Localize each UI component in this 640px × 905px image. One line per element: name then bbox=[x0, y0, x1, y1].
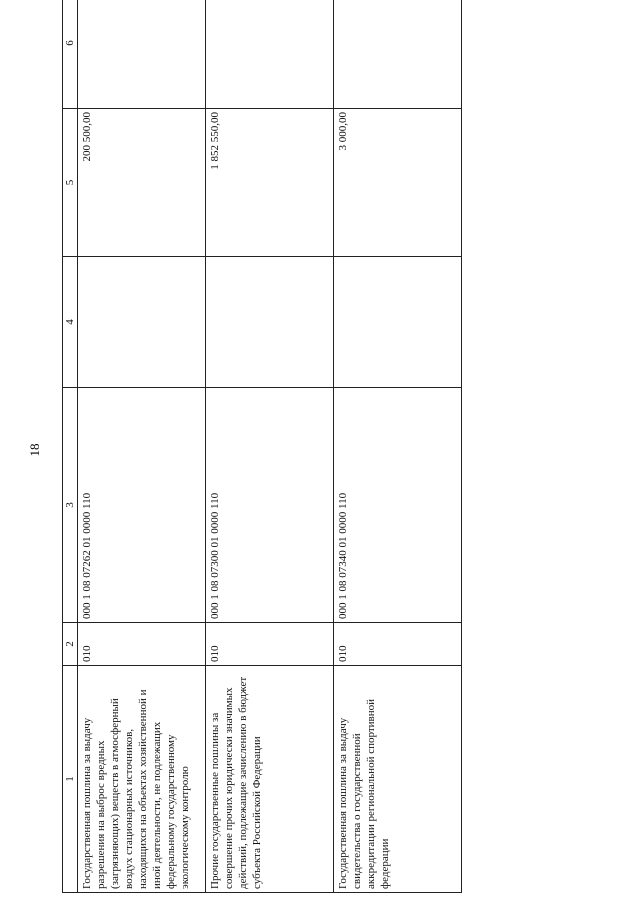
row-col-6 bbox=[206, 0, 334, 109]
row-col-4 bbox=[334, 257, 462, 388]
row-name: Государственная пошлина за выдачу свидетельства о государственной аккредитации региональной спортивной федерации bbox=[334, 666, 462, 893]
row-code: 010 bbox=[206, 623, 334, 666]
row-kbk: 000 1 08 07340 01 0000 110 bbox=[334, 388, 462, 623]
header-col-2: 2 bbox=[63, 623, 78, 666]
row-col-6 bbox=[334, 0, 462, 109]
table-row bbox=[78, 0, 206, 893]
header-col-3: 3 bbox=[63, 388, 78, 623]
header-col-4: 4 bbox=[63, 257, 78, 388]
row-amount: 1 852 550,00 bbox=[206, 109, 334, 257]
row-amount: 200 500,00 bbox=[78, 109, 206, 257]
row-kbk: 000 1 08 07300 01 0000 110 bbox=[206, 388, 334, 623]
header-col-1: 1 bbox=[63, 666, 78, 893]
header-col-6: 6 bbox=[63, 0, 78, 109]
page-number: 18 bbox=[27, 443, 42, 457]
row-amount: 3 000,00 bbox=[334, 109, 462, 257]
row-name: Прочие государственные пошлины за совершение прочих юридически значимых действий, подлежащие зачислению в бюджет субъекта Российской Федерации bbox=[206, 666, 334, 893]
row-code: 010 bbox=[78, 623, 206, 666]
row-code: 010 bbox=[334, 623, 462, 666]
rotated-table-container bbox=[62, 8, 462, 893]
table-row bbox=[206, 0, 334, 893]
table-row bbox=[334, 0, 462, 893]
header-col-5: 5 bbox=[63, 109, 78, 257]
row-kbk: 000 1 08 07262 01 0000 110 bbox=[78, 388, 206, 623]
row-col-4 bbox=[206, 257, 334, 388]
table-header-row bbox=[63, 0, 78, 893]
row-col-6 bbox=[78, 0, 206, 109]
row-name: Государственная пошлина за выдачу разрешения на выброс вредных (загрязняющих) веществ в атмосферный воздух стационарных источников, находящихся на объектах хозяйственной и иной деятельности, не подлежащих федеральному государственному экологическому контролю bbox=[78, 666, 206, 893]
row-col-4 bbox=[78, 257, 206, 388]
revenue-table bbox=[62, 0, 462, 893]
